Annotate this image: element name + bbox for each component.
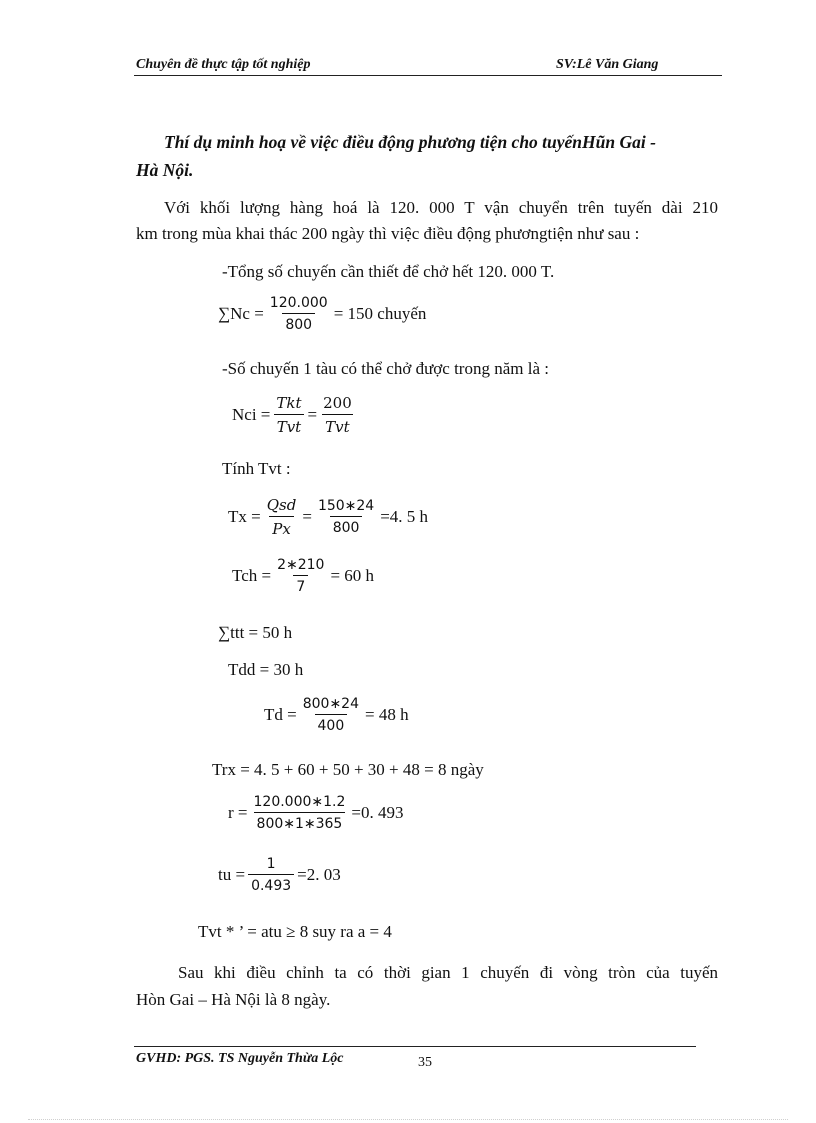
bottom-dotted-line bbox=[28, 1119, 788, 1120]
eq-nci-denominator-2: Tvt bbox=[322, 414, 353, 436]
conclusion-line1: Sau khi điều chỉnh ta có thời gian 1 chuyến đi vòng tròn của tuyến bbox=[178, 963, 718, 982]
eq-td-rhs: = 48 h bbox=[365, 705, 409, 724]
eq-nc-fraction bbox=[267, 295, 331, 333]
equation-tu bbox=[218, 856, 341, 894]
eq-tch-denominator: 7 bbox=[293, 575, 308, 595]
compute-tvt-label: Tính Tvt : bbox=[222, 459, 291, 478]
eq-nc-denominator: 800 bbox=[282, 313, 315, 333]
eq-tu-numerator: 1 bbox=[266, 856, 276, 872]
eq-nci-denominator-1: Tvt bbox=[274, 414, 305, 436]
header-left: Chuyên đề thực tập tốt nghiệp bbox=[136, 57, 311, 72]
section-title-line2: Hà Nội. bbox=[136, 160, 194, 180]
eq-r-numerator: 120.000∗1.2 bbox=[253, 794, 346, 810]
equation-tx bbox=[228, 496, 428, 538]
eq-nc-rhs: = 150 chuyến bbox=[333, 304, 427, 323]
eq-nci-numerator-1: Tkt bbox=[276, 394, 302, 412]
header-divider bbox=[134, 75, 722, 76]
eq-tx-numerator-1: Qsd bbox=[266, 496, 297, 514]
equation-r bbox=[228, 794, 403, 832]
section-title-line1: Thí dụ minh hoạ về việc điều động phương tiện cho tuyếnHũn Gai - bbox=[164, 132, 656, 152]
header-right: SV:Lê Văn Giang bbox=[556, 57, 659, 72]
eq-tch-lhs: Tch = bbox=[232, 566, 272, 585]
equation-td bbox=[264, 696, 409, 734]
total-trips-label: -Tổng số chuyến cần thiết để chở hết 120. 000 T. bbox=[222, 262, 555, 281]
equation-tdd: Tdd = 30 h bbox=[228, 660, 304, 679]
eq-nci-equals: = bbox=[307, 405, 318, 424]
eq-nci-numerator-2: 200 bbox=[323, 394, 352, 412]
eq-r-fraction bbox=[251, 794, 349, 832]
equation-ttt: ∑ttt = 50 h bbox=[218, 623, 293, 642]
eq-td-numerator: 800∗24 bbox=[302, 696, 360, 712]
eq-tch-rhs: = 60 h bbox=[330, 566, 375, 585]
equation-trx: Trx = 4. 5 + 60 + 50 + 30 + 48 = 8 ngày bbox=[212, 760, 484, 779]
eq-tx-numerator-2: 150∗24 bbox=[317, 498, 375, 514]
footer-supervisor: GVHD: PGS. TS Nguyễn Thừa Lộc bbox=[136, 1051, 344, 1066]
eq-tx-fraction-1 bbox=[264, 496, 300, 538]
intro-line1: Với khối lượng hàng hoá là 120. 000 T vận chuyển trên tuyến dài 210 bbox=[164, 198, 718, 217]
eq-tu-fraction bbox=[248, 856, 294, 894]
intro-line2: km trong mùa khai thác 200 ngày thì việc điều động phươngtiện như sau : bbox=[136, 224, 640, 243]
eq-tx-lhs: Tx = bbox=[228, 507, 261, 526]
eq-td-fraction bbox=[300, 696, 362, 734]
eq-tx-denominator-2: 800 bbox=[330, 516, 363, 536]
eq-td-denominator: 400 bbox=[315, 714, 348, 734]
eq-nci-fraction-1 bbox=[273, 394, 304, 436]
trips-per-ship-label: -Số chuyến 1 tàu có thể chở được trong năm là : bbox=[222, 359, 549, 378]
eq-tu-lhs: tu = bbox=[218, 865, 246, 884]
eq-nc-numerator: 120.000 bbox=[269, 295, 328, 311]
eq-tch-numerator: 2∗210 bbox=[277, 557, 325, 573]
eq-tx-rhs: =4. 5 h bbox=[380, 507, 429, 526]
eq-r-denominator: 800∗1∗365 bbox=[254, 812, 346, 832]
eq-nci-fraction-2 bbox=[320, 394, 355, 436]
equation-tvt: Tvt * ’ = atu ≥ 8 suy ra a = 4 bbox=[198, 922, 392, 941]
eq-tx-fraction-2 bbox=[315, 498, 377, 536]
eq-tx-equals: = bbox=[302, 507, 312, 526]
eq-tu-denominator: 0.493 bbox=[248, 874, 294, 894]
equation-tch bbox=[232, 557, 374, 595]
eq-tch-fraction bbox=[274, 557, 327, 595]
page-number: 35 bbox=[418, 1055, 432, 1070]
eq-r-lhs: r = bbox=[228, 803, 248, 822]
equation-nci bbox=[232, 394, 358, 436]
footer-divider bbox=[134, 1046, 696, 1047]
eq-tx-denominator-1: Px bbox=[269, 516, 294, 538]
eq-nc-lhs: ∑Nc = bbox=[218, 304, 264, 323]
eq-nci-lhs: Nci = bbox=[232, 405, 271, 424]
eq-td-lhs: Td = bbox=[264, 705, 297, 724]
equation-total-trips bbox=[218, 295, 426, 333]
eq-r-rhs: =0. 493 bbox=[351, 803, 404, 822]
conclusion-line2: Hòn Gai – Hà Nội là 8 ngày. bbox=[136, 990, 331, 1009]
eq-tu-rhs: =2. 03 bbox=[297, 865, 341, 884]
